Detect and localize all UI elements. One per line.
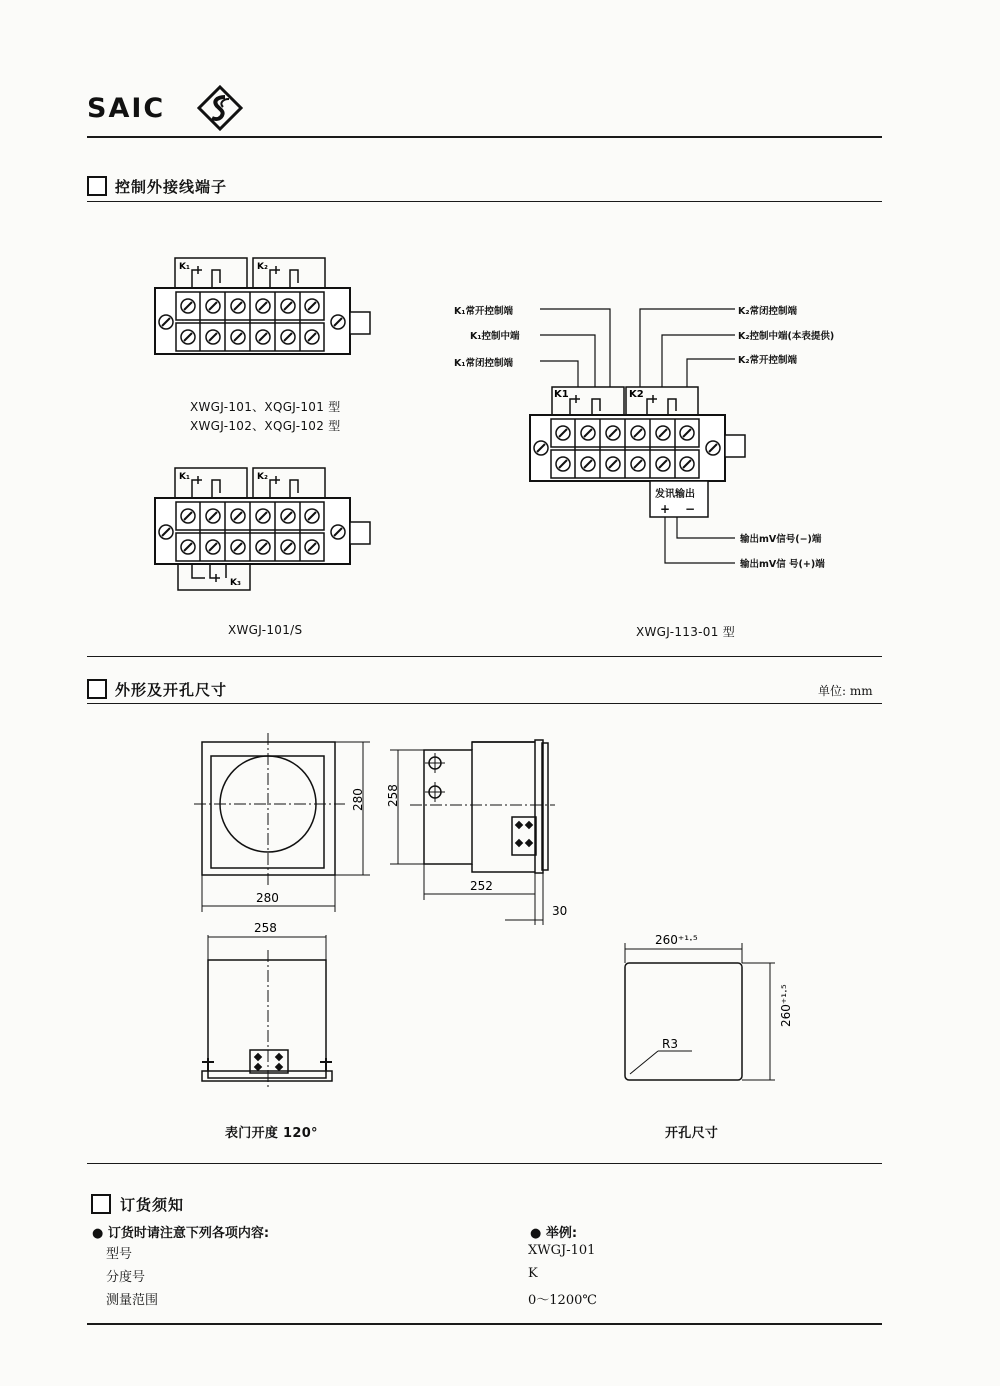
caption-xwgj-102: XWGJ-102、XQGJ-102 型 bbox=[190, 419, 341, 433]
label-mv-positive: 输出mV信 号(+)端 bbox=[740, 559, 825, 570]
dim-side-bezel: 30 bbox=[552, 904, 568, 918]
brand-name: SAIC bbox=[87, 93, 166, 124]
order-item-label: 型号 bbox=[106, 1247, 133, 1262]
terminal-diagram-1 bbox=[150, 255, 380, 359]
label-minus: − bbox=[685, 502, 696, 516]
section-title-terminals: 控制外接线端子 bbox=[115, 178, 228, 196]
order-item-value: XWGJ-101 bbox=[528, 1243, 596, 1258]
label-k2-mid: K₂控制中端(本表提供) bbox=[738, 331, 835, 342]
caption-xwgj-101: XWGJ-101、XQGJ-101 型 bbox=[190, 400, 341, 414]
front-view bbox=[194, 733, 370, 912]
section-checkbox bbox=[87, 679, 107, 699]
section-checkbox bbox=[91, 1194, 111, 1214]
dim-top-width: 258 bbox=[254, 921, 277, 935]
label-k2-nc: K₂常闭控制端 bbox=[738, 306, 798, 317]
label-k1-nc: K₁常闭控制端 bbox=[454, 358, 514, 369]
ordering-right-head: ● 举例: bbox=[530, 1226, 578, 1241]
caption-cutout: 开孔尺寸 bbox=[665, 1126, 719, 1141]
section-title-ordering: 订货须知 bbox=[120, 1196, 185, 1214]
top-view bbox=[202, 935, 332, 1090]
section-rule bbox=[87, 1163, 882, 1164]
caption-xwgj-113: XWGJ-113-01 型 bbox=[636, 625, 736, 639]
svg-text:K₁: K₁ bbox=[179, 472, 190, 482]
order-item-value: K bbox=[528, 1266, 538, 1281]
unit-label: 单位: mm bbox=[818, 684, 873, 698]
saic-emblem-icon bbox=[197, 85, 243, 131]
svg-text:K₃: K₃ bbox=[230, 578, 241, 588]
dim-radius: R3 bbox=[662, 1037, 678, 1051]
order-item-value: 0～1200℃ bbox=[528, 1293, 597, 1308]
side-view bbox=[390, 740, 555, 925]
relay-k2-label: K2 bbox=[629, 389, 644, 400]
section-rule bbox=[87, 201, 882, 202]
header-rule bbox=[87, 136, 882, 138]
section-checkbox bbox=[87, 176, 107, 196]
order-item-label: 测量范围 bbox=[106, 1293, 159, 1308]
section-rule bbox=[87, 703, 882, 704]
brand-logo bbox=[87, 85, 247, 131]
dim-side-height: 258 bbox=[386, 784, 400, 807]
footer-rule bbox=[87, 1323, 882, 1325]
label-alarm-output: 发讯输出 bbox=[655, 489, 695, 500]
svg-text:K₁: K₁ bbox=[179, 262, 190, 272]
dim-cutout-height: 260⁺¹·⁵ bbox=[779, 984, 793, 1027]
label-k2-no: K₂常开控制端 bbox=[738, 355, 798, 366]
terminal-diagram-2 bbox=[150, 465, 380, 595]
dim-front-height: 280 bbox=[351, 788, 365, 811]
svg-text:K₂: K₂ bbox=[257, 472, 268, 482]
dimension-drawings bbox=[180, 725, 800, 1120]
caption-door-angle: 表门开度 120° bbox=[225, 1126, 318, 1141]
order-item-label: 分度号 bbox=[106, 1270, 146, 1285]
caption-xwgj-101s: XWGJ-101/S bbox=[228, 623, 303, 637]
label-plus: + bbox=[660, 502, 671, 516]
dim-front-width: 280 bbox=[256, 891, 279, 905]
section-title-dimensions: 外形及开孔尺寸 bbox=[115, 681, 228, 699]
label-k1-mid: K₁控制中端 bbox=[470, 331, 520, 342]
relay-k1-label: K1 bbox=[554, 389, 569, 400]
section-rule bbox=[87, 656, 882, 657]
label-k1-no: K₁常开控制端 bbox=[454, 306, 514, 317]
svg-text:K₂: K₂ bbox=[257, 262, 268, 272]
ordering-left-head: ● 订货时请注意下列各项内容: bbox=[92, 1226, 270, 1241]
label-mv-negative: 输出mV信号(−)端 bbox=[740, 534, 822, 545]
cutout-view bbox=[625, 943, 775, 1080]
dim-cutout-width: 260⁺¹·⁵ bbox=[655, 933, 698, 947]
dim-side-depth: 252 bbox=[470, 879, 493, 893]
